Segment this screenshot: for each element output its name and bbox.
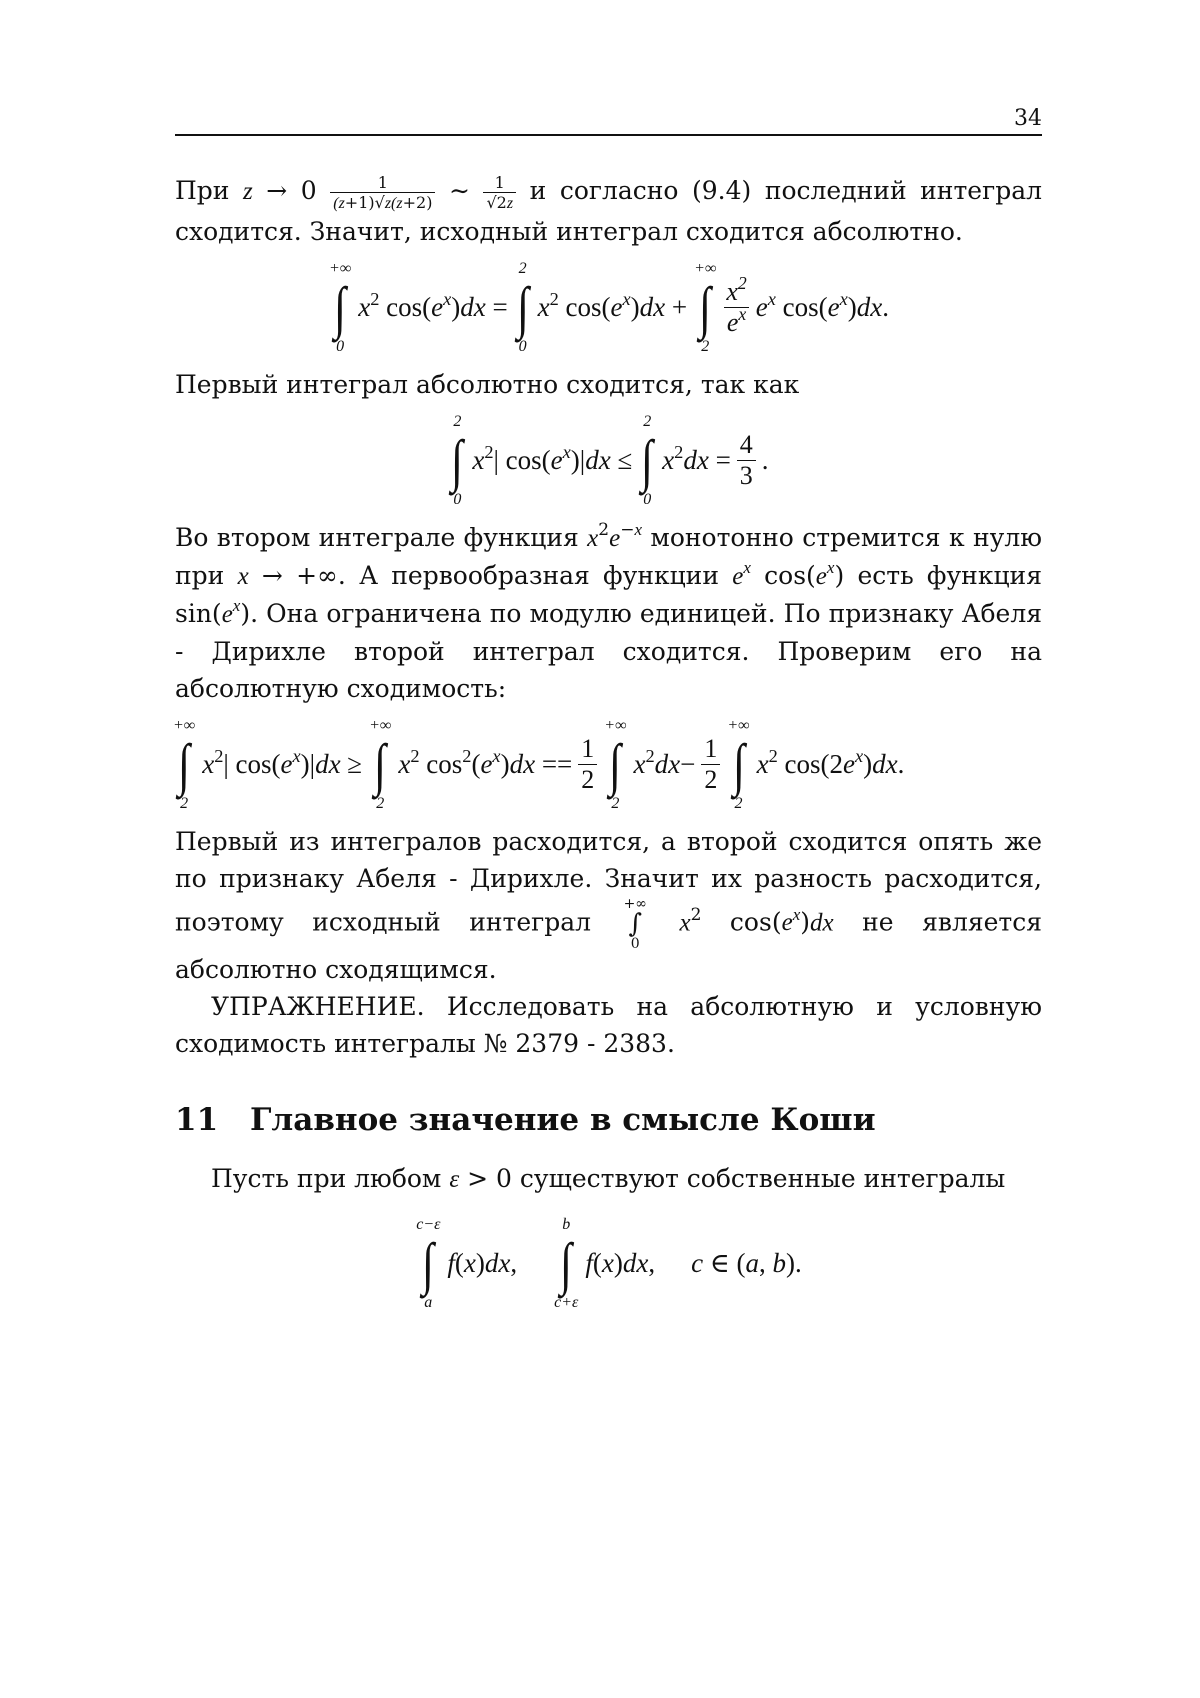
integral-sign: 2 ∫ 0: [639, 413, 655, 509]
integral-sign: +∞ ∫ 2: [694, 260, 716, 356]
para3-c: . А первообразная функции: [338, 561, 719, 590]
section-title: Главное значение в смысле Коши: [250, 1102, 876, 1138]
integral-sign: +∞ ∫ 2: [727, 717, 749, 813]
equation-1: +∞ ∫ 0 x2 cos(ex)dx = 2 ∫ 0 x2 cos(ex)dx + +∞ ∫ 2 x2 ex ex cos(ex)dx.: [175, 260, 1042, 356]
para1-lead: При: [175, 176, 229, 205]
paragraph-2: Первый интеграл абсолютно сходится, так как: [175, 366, 1042, 403]
paragraph-5: Пусть при любом ε > 0 существуют собственные интегралы: [175, 1160, 1042, 1198]
para3-d: есть функция: [857, 561, 1042, 590]
exercise: УПРАЖНЕНИЕ. Исследовать на абсолютную и условную сходимость интегралы № 2379 - 2383.: [175, 988, 1042, 1062]
paragraph-1: При z → 0 1 (z+1)√z(z+2) ∼ 1 √2z и согласно (9.4) последний интеграл сходится. Значит, исходный интеграл сходится абсолютно.: [175, 172, 1042, 250]
equation-3: +∞ ∫ 2 x2| cos(ex)|dx ≥ +∞ ∫ 2 x2 cos2(ex)dx == 1 2 +∞ ∫ 2 x2dx− 1 2 +∞ ∫ 2 x2 cos(2ex)dx.: [169, 717, 1059, 813]
para1-mid: и согласно (9.4) последний интеграл сходится. Значит, исходный интеграл сходится абсолютно.: [175, 176, 1042, 246]
para5-a: Пусть при любом: [211, 1164, 441, 1193]
section-number: 11: [175, 1102, 250, 1138]
integral-sign: 2 ∫ 0: [515, 260, 531, 356]
para3-a: Во втором интеграле функция: [175, 523, 579, 552]
inline-fraction-2: 1 √2z: [483, 173, 516, 213]
para4-a: Первый из интегралов расходится, а второй сходится опять же по признаку Абеля - Дирихле. Значит их разность расходится, поэтому исходный интеграл: [175, 827, 1042, 937]
paragraph-4: Первый из интегралов расходится, а второй сходится опять же по признаку Абеля - Дирихле. Значит их разность расходится, поэтому исходный интеграл +∞ ∫ 0 x2 cos(ex)dx не является абсолютно сходящимся.: [175, 823, 1042, 988]
fraction: 1 2: [701, 734, 720, 795]
equation-4: c−ε ∫ a f(x)dx, b ∫ c+ε f(x)dx, c ∈ (a, b).: [175, 1216, 1042, 1312]
integral-sign: 2 ∫ 0: [449, 413, 465, 509]
inline-fraction-1: 1 (z+1)√z(z+2): [330, 173, 435, 213]
equation-2: 2 ∫ 0 x2| cos(ex)|dx ≤ 2 ∫ 0 x2dx = 4 3 .: [175, 413, 1042, 509]
paragraph-3: Во втором интеграле функция x2e−x монотонно стремится к нулю при x → +∞. А первообразная функции ex cos(ex) есть функция sin(ex). Она ограничена по модулю единицей. По признаку Абеля - Дирихле второй интеграл сходится. Проверим его на абсолютную сходимость:: [175, 519, 1042, 707]
page: [0, 0, 1200, 1698]
para3-e: . Она ограничена по модулю единицей. По признаку Абеля - Дирихле второй интеграл сходится. Проверим его на абсолютную сходимость:: [175, 599, 1042, 703]
para5-b: существуют собственные интегралы: [520, 1164, 1005, 1193]
small-integral: +∞ ∫ 0: [624, 897, 647, 951]
fraction: 1 2: [578, 734, 597, 795]
integral-sign: +∞ ∫ 2: [369, 717, 391, 813]
para4-b: не является абсолютно сходящимся.: [175, 907, 1042, 984]
integral-sign: +∞ ∫ 2: [604, 717, 626, 813]
integral-sign: +∞ ∫ 0: [329, 260, 351, 356]
section-heading: [175, 1102, 1042, 1138]
page-header: [175, 98, 1042, 136]
fraction: x2 ex: [723, 277, 749, 338]
page-number: 34: [1014, 106, 1042, 131]
integral-sign: +∞ ∫ 2: [173, 717, 195, 813]
fraction: 4 3: [737, 430, 756, 491]
page-content: [175, 172, 1042, 1322]
integral-sign: c−ε ∫ a: [416, 1216, 440, 1312]
integral-sign: b ∫ c+ε: [554, 1216, 578, 1312]
para3-b: монотонно стремится к нулю при: [175, 523, 1042, 590]
